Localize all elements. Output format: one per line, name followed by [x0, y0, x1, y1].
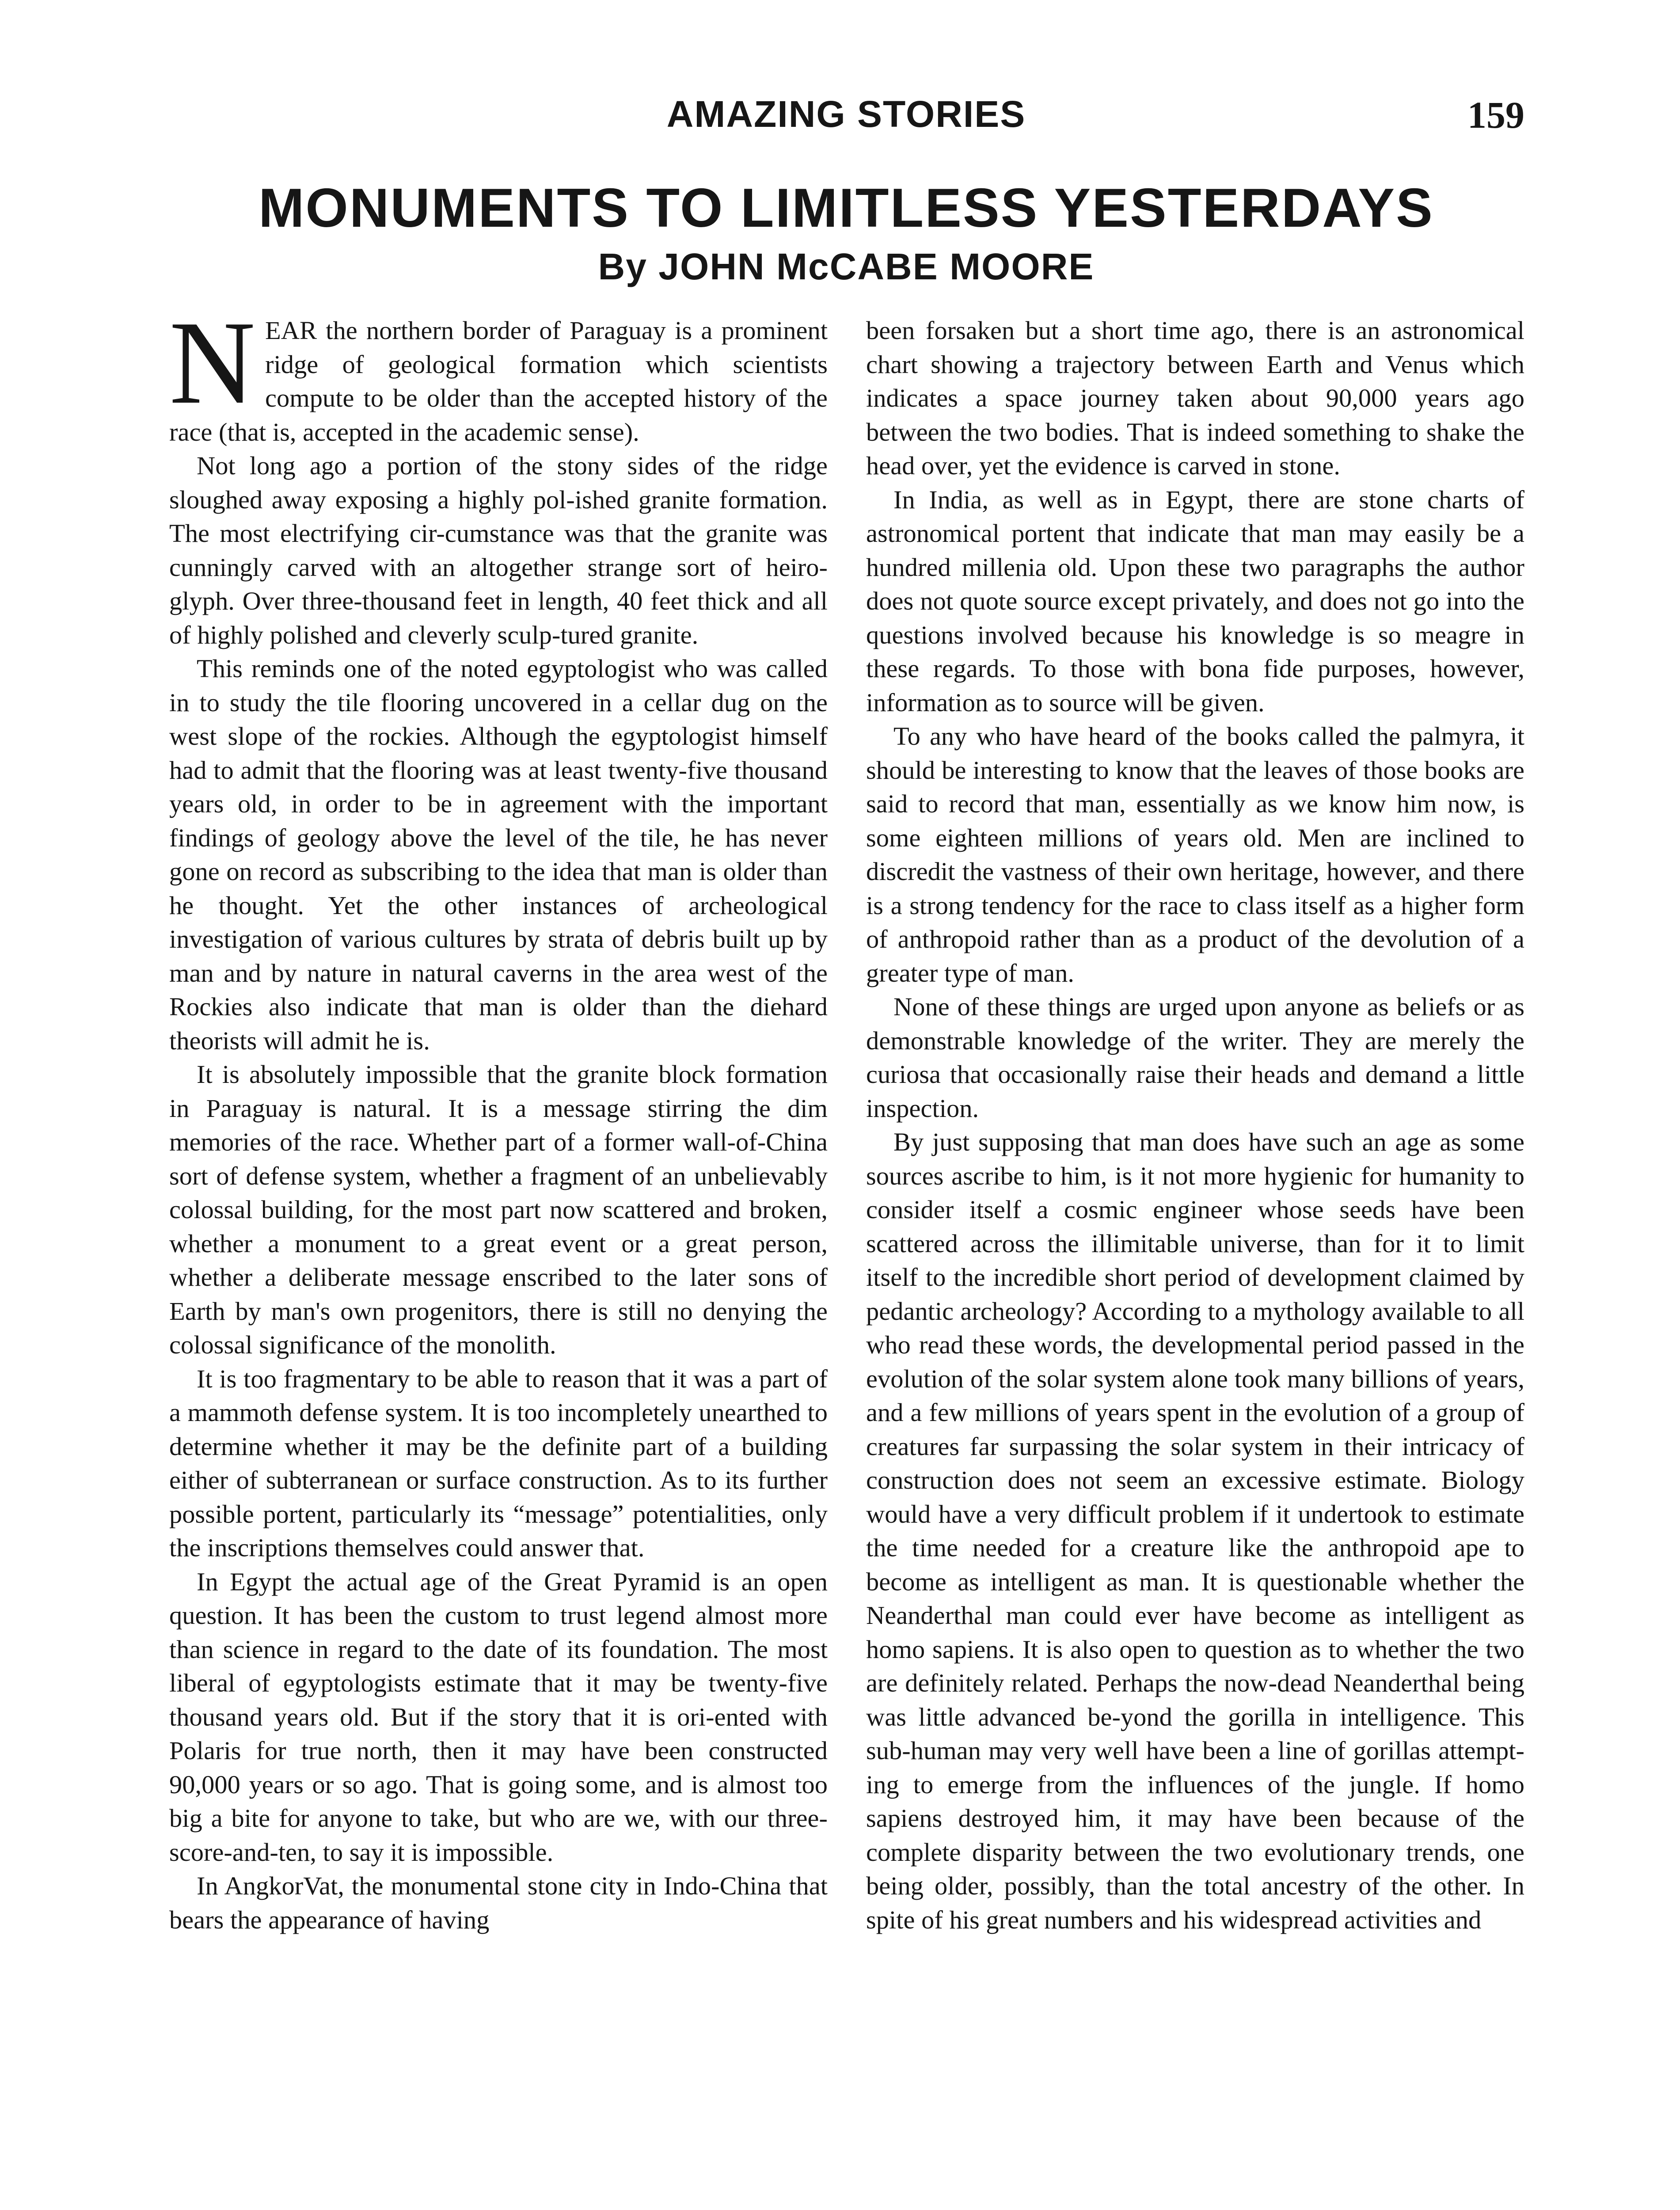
right-column: [866, 314, 1524, 1937]
paragraph: It is too fragmentary to be able to reason that it was a part of a mammoth defense system. It is too incompletely unearthed to determine whether it may be the definite part of a building either of subterranean or surface construction. As to its further possible portent, particularly its “message” potentialities, only the inscriptions themselves could answer that.: [169, 1364, 828, 1562]
paragraph: Not long ago a portion of the stony sides of the ridge sloughed away exposing a highly pol-ished granite formation. The most electrifying cir-cumstance was that the granite was cunningly carved with an altogether strange sort of heiro-glyph. Over three-thousand feet in length, 40 feet thick and all of highly polished and cleverly sculp-tured granite.: [169, 451, 828, 649]
paragraph: To any who have heard of the books called the palmyra, it should be interesting to know that the leaves of those books are said to record that man, essentially as we know him now, is some eighteen millions of years old. Men are inclined to discredit the vastness of their own heritage, however, and there is a strong tendency for the race to class itself as a higher form of anthropoid rather than as a product of the devolution of a greater type of man.: [866, 722, 1524, 987]
paragraph: This reminds one of the noted egyptologist who was called in to study the tile flooring uncovered in a cellar dug on the west slope of the rockies. Although the egyptologist himself had to admit that the flooring was at least twenty-five thousand years old, in order to be in agreement with the important findings of geology above the level of the tile, he has never gone on record as subscribing to the idea that man is older than he thought. Yet the other instances of archeological investigation of various cultures by strata of debris built up by man and by nature in natural caverns in the area west of the Rockies also indicate that man is older than the diehard theorists will admit he is.: [169, 654, 828, 1055]
page-number: 159: [1467, 94, 1524, 136]
drop-cap: N: [169, 297, 255, 429]
opening-paragraph: [169, 297, 828, 449]
paragraph: In India, as well as in Egypt, there are stone charts of astronomical portent that indicate that man may easily be a hundred millenia old. Upon these two paragraphs the author does not quote source except privately, and does not go into the questions involved because his knowledge is so meagre in these regards. To those with bona fide purposes, however, information as to source will be given.: [866, 485, 1524, 717]
running-head: AMAZING STORIES: [666, 93, 1026, 135]
opening-paragraph-text: EAR the northern border of Paraguay is a prominent ridge of geological formation which scientists compute to be older than the accepted history of the race (that is, accepted in the academic sense).: [169, 316, 828, 446]
article-title: MONUMENTS TO LIMITLESS YESTERDAYS: [258, 178, 1434, 239]
paragraph: It is absolutely impossible that the granite block formation in Paraguay is natural. It is a message stirring the dim memories of the race. Whether part of a former wall-of-China sort of defense system, whether a fragment of an unbelievably colossal building, for the most part now scattered and broken, whether a monument to a great event or a great person, whether a deliberate message enscribed to the later sons of Earth by man's own progenitors, there is still no denying the colossal significance of the monolith.: [169, 1060, 828, 1359]
paragraph: By just supposing that man does have such an age as some sources ascribe to him, is it not more hygienic for humanity to consider itself a cosmic engineer whose seeds have been scattered across the illimitable universe, than for it to limit itself to the incredible short period of development claimed by pedantic archeology? According to a mythology available to all who read these words, the developmental period passed in the evolution of the solar system alone took many billions of years, and a few millions of years spent in the evolution of a group of creatures far surpassing the solar system in their intricacy of construction does not seem an excessive estimate. Biology would have a very difficult problem if it undertook to estimate the time needed for a creature like the anthropoid ape to become as intelligent as man. It is questionable whether the Neanderthal man could ever have become as intelligent as homo sapiens. It is also open to question as to whether the two are definitely related. Perhaps the now-dead Neanderthal being was little advanced be-yond the gorilla in intelligence. This sub-human may very well have been a line of gorillas attempt-ing to emerge from the influences of the jungle. If homo sapiens destroyed him, it may have been because of the complete disparity between the two evolutionary trends, one being older, possibly, than the total ancestry of the other. In spite of his great numbers and his widespread activities and: [866, 1128, 1524, 1934]
page-header: [168, 93, 1524, 146]
paragraph: been forsaken but a short time ago, there is an astronomical chart showing a trajectory between Earth and Venus which indicates a space journey taken about 90,000 years ago between the two bodies. That is indeed something to shake the head over, yet the evidence is carved in stone.: [866, 316, 1524, 480]
article-byline: By JOHN McCABE MOORE: [598, 246, 1095, 287]
paragraph: None of these things are urged upon anyone as beliefs or as demonstrable knowledge of the writer. They are merely the curiosa that occasionally raise their heads and demand a little inspection.: [866, 992, 1524, 1123]
paragraph: In AngkorVat, the monumental stone city in Indo-China that bears the appearance of having: [169, 1871, 828, 1934]
left-column: [169, 297, 828, 1937]
paragraph: In Egypt the actual age of the Great Pyramid is an open question. It has been the custom to trust legend almost more than science in regard to the date of its foundation. The most liberal of egyptologists estimate that it may be twenty-five thousand years old. But if the story that it is ori-ented with Polaris for true north, then it may have been constructed 90,000 years or so ago. That is going some, and is almost too big a bite for anyone to take, but who are we, with our three-score-and-ten, to say it is impossible.: [169, 1567, 828, 1867]
